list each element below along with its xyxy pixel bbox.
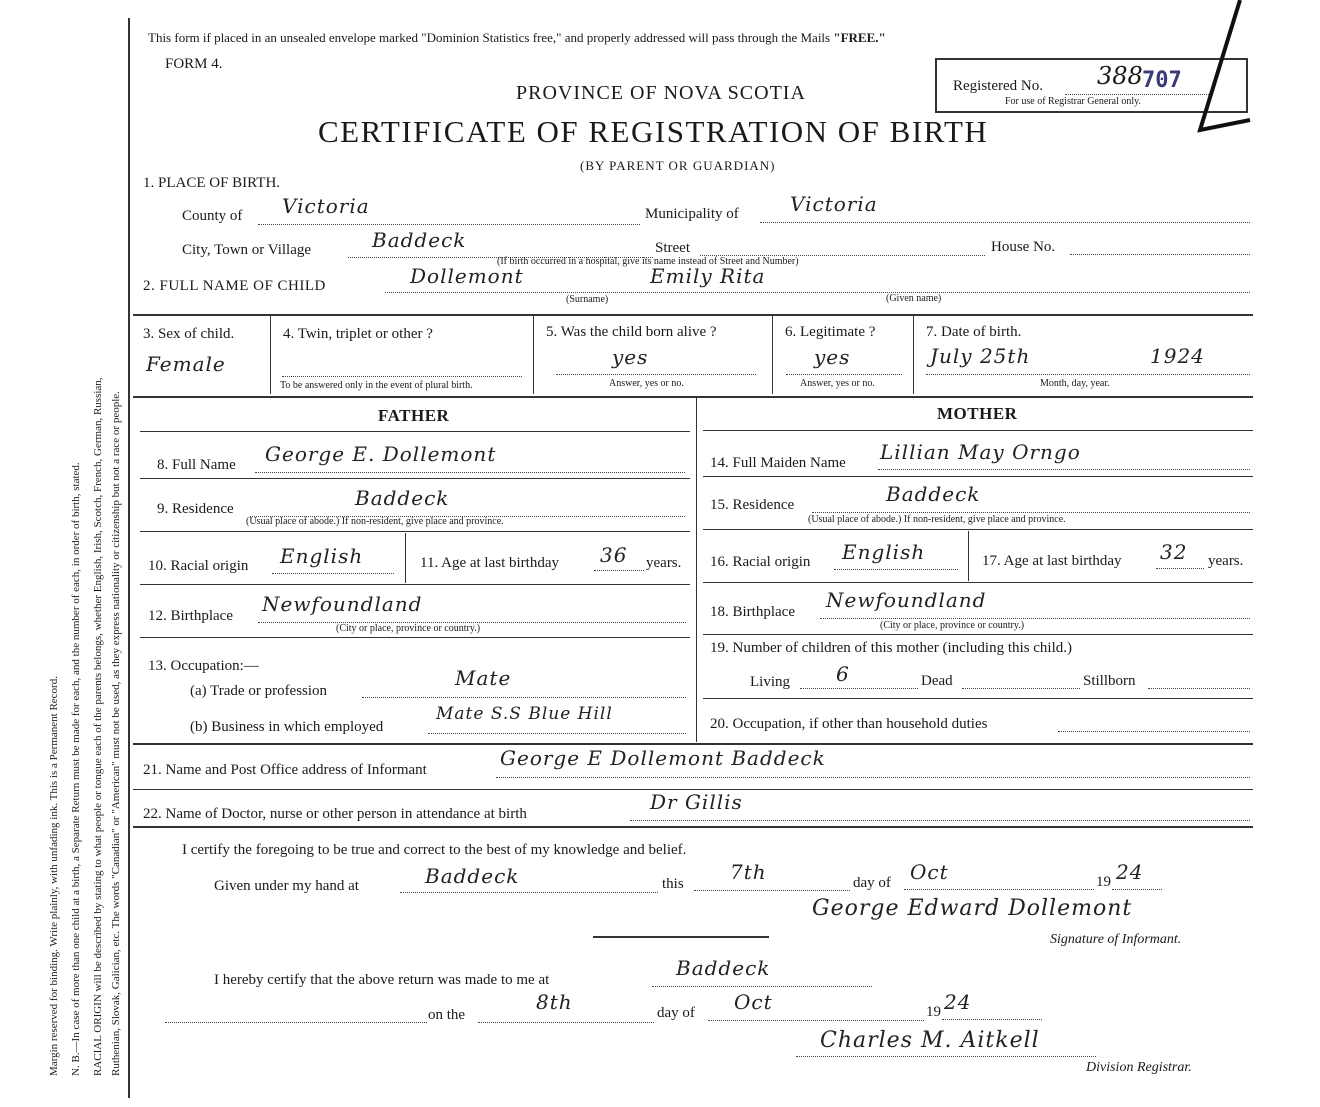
county-value: Victoria [282, 194, 370, 218]
city-value: Baddeck [372, 228, 467, 252]
dead-label: Dead [921, 673, 953, 689]
father-age-value: 36 [600, 543, 628, 567]
informant-signature-caption: Signature of Informant. [1050, 932, 1182, 947]
father-birthplace-value: Newfoundland [262, 592, 423, 616]
legit-note: Answer, yes or no. [800, 378, 875, 389]
municipality-value: Victoria [790, 192, 878, 216]
mail-notice-text: This form if placed in an unsealed envelope marked "Dominion Statistics free," and properly addressed will pass through the Mails [148, 30, 831, 45]
mother-residence-label: 15. Residence [710, 497, 795, 513]
mother-birthplace-note: (City or place, province or country.) [880, 620, 1025, 631]
father-racial-label: 10. Racial origin [148, 558, 249, 574]
municipality-label: Municipality of [645, 206, 739, 222]
given-place-value: Baddeck [425, 864, 520, 888]
father-age-label: 11. Age at last birthday [420, 555, 559, 571]
father-birthplace-note: (City or place, province or country.) [336, 623, 481, 634]
doctor-value: Dr Gillis [650, 790, 743, 814]
legit-label: 6. Legitimate ? [785, 324, 876, 340]
mother-age-unit: years. [1208, 553, 1244, 569]
informant-signature: George Edward Dollemont [812, 896, 1133, 921]
living-value: 6 [836, 662, 850, 686]
father-name-label: 8. Full Name [157, 457, 236, 473]
father-residence-value: Baddeck [355, 486, 450, 510]
divider [593, 936, 769, 938]
registrar-note: For use of Registrar General only. [1005, 96, 1141, 107]
informant-value: George E Dollemont Baddeck [500, 746, 826, 770]
registered-value-handwritten: 388 [1097, 62, 1143, 90]
margin-note-4: Ruthenian, Slovak, Galician, etc. The words "Canadian" or "American" must not be used, as they express nationality or citizenship but not a race or people. [110, 391, 122, 1076]
father-occupation-label: 13. Occupation:— [148, 658, 259, 674]
margin-note-2: N. B.—In case of more than one child at a birth, a Separate Return must be made for each, and the number of each, in order of birth, stated. [70, 462, 82, 1076]
father-trade-label: (a) Trade or profession [190, 683, 328, 699]
mother-children-label: 19. Number of children of this mother (including this child.) [710, 640, 1073, 656]
mail-notice [148, 30, 886, 46]
surname-caption: (Surname) [566, 294, 609, 305]
mother-residence-note: (Usual place of abode.) If non-resident, give place and province. [808, 514, 1066, 525]
mother-name-value: Lillian May Orngo [880, 440, 1081, 464]
street-label: Street [655, 240, 690, 256]
father-business-label: (b) Business in which employed [190, 719, 384, 735]
day-of-value: Oct [734, 990, 773, 1014]
this-value: 7th [730, 860, 767, 884]
on-label: on the [428, 1007, 466, 1023]
city-label: City, Town or Village [182, 242, 312, 258]
twin-note: To be answered only in the event of plural birth. [280, 380, 473, 391]
mother-age-label: 17. Age at last birthday [982, 553, 1122, 569]
father-name-value: George E. Dollemont [265, 442, 497, 466]
registrar-signature: Charles M. Aitkell [820, 1028, 1040, 1053]
pen-mark [1180, 0, 1260, 160]
street-note: (If birth occurred in a hospital, give its name instead of Street and Number) [497, 256, 799, 267]
on-value: 8th [536, 990, 573, 1014]
living-label: Living [750, 674, 790, 690]
father-trade-value: Mate [455, 666, 512, 690]
year-prefix: 19 [1096, 874, 1111, 890]
sex-label: 3. Sex of child. [143, 326, 235, 342]
child-given-value: Emily Rita [650, 264, 766, 288]
house-label: House No. [991, 239, 1056, 255]
subtitle: (BY PARENT OR GUARDIAN) [580, 158, 776, 173]
form-number: FORM 4. [165, 56, 223, 72]
page-title: CERTIFICATE OF REGISTRATION OF BIRTH [318, 114, 989, 149]
doctor-label: 22. Name of Doctor, nurse or other person in attendance at birth [143, 806, 527, 822]
mail-notice-free: "FREE." [833, 30, 886, 45]
given-label: Given under my hand at [214, 878, 359, 894]
father-racial-value: English [280, 544, 364, 568]
year-value: 24 [1116, 860, 1144, 884]
this-label: this [662, 876, 684, 892]
day-label: day of [853, 875, 891, 891]
dob-year: 1924 [1150, 344, 1205, 368]
mother-occupation-label: 20. Occupation, if other than household duties [710, 716, 988, 732]
place-section-label: 1. PLACE OF BIRTH. [143, 175, 281, 191]
margin-note-3: RACIAL ORIGIN will be described by stating to what people or tongue each of the parents belongs, whether English, Irish, Scotch, French, German, Russian, [92, 377, 104, 1076]
dob-label: 7. Date of birth. [926, 324, 1022, 340]
mother-age-value: 32 [1160, 540, 1188, 564]
father-birthplace-label: 12. Birthplace [148, 608, 233, 624]
registrar-place-value: Baddeck [676, 956, 771, 980]
alive-value: yes [612, 345, 649, 369]
child-name-label: 2. FULL NAME OF CHILD [143, 278, 326, 294]
father-business-value: Mate S.S Blue Hill [436, 704, 613, 724]
mother-birthplace-value: Newfoundland [826, 588, 987, 612]
father-residence-note: (Usual place of abode.) If non-resident, give place and province. [246, 516, 504, 527]
twin-label: 4. Twin, triplet or other ? [283, 326, 433, 342]
binding-line [128, 18, 130, 1098]
day-value: Oct [910, 860, 949, 884]
province: PROVINCE OF NOVA SCOTIA [516, 82, 806, 104]
registrar-caption: Division Registrar. [1086, 1060, 1192, 1075]
alive-note: Answer, yes or no. [609, 378, 684, 389]
year2-value: 24 [944, 990, 972, 1014]
legit-value: yes [814, 345, 851, 369]
year2-prefix: 19 [926, 1004, 941, 1020]
county-label: County of [182, 208, 243, 224]
stillborn-label: Stillborn [1083, 673, 1136, 689]
dob-note: Month, day, year. [1040, 378, 1110, 389]
mother-racial-value: English [842, 540, 926, 564]
informant-label: 21. Name and Post Office address of Informant [143, 762, 427, 778]
father-age-unit: years. [646, 555, 682, 571]
margin-note-1: Margin reserved for binding. Write plainly, with unfading ink. This is a Permanent Record. [48, 676, 60, 1076]
father-heading: FATHER [378, 406, 450, 425]
certify-text: I certify the foregoing to be true and correct to the best of my knowledge and belief. [182, 842, 687, 858]
alive-label: 5. Was the child born alive ? [546, 324, 717, 340]
dob-value: July 25th [930, 344, 1031, 368]
registered-value-stamped: 707 [1142, 68, 1182, 93]
mother-racial-label: 16. Racial origin [710, 554, 811, 570]
sex-value: Female [146, 352, 226, 376]
registered-label: Registered No. [953, 78, 1043, 94]
mother-residence-value: Baddeck [886, 482, 981, 506]
registrar-text: I hereby certify that the above return was made to me at [214, 972, 550, 988]
mother-heading: MOTHER [937, 404, 1018, 423]
child-surname-value: Dollemont [410, 264, 524, 288]
father-residence-label: 9. Residence [157, 501, 234, 517]
mother-name-label: 14. Full Maiden Name [710, 455, 846, 471]
mother-birthplace-label: 18. Birthplace [710, 604, 795, 620]
given-caption: (Given name) [886, 293, 942, 304]
day-of-label: day of [657, 1005, 695, 1021]
